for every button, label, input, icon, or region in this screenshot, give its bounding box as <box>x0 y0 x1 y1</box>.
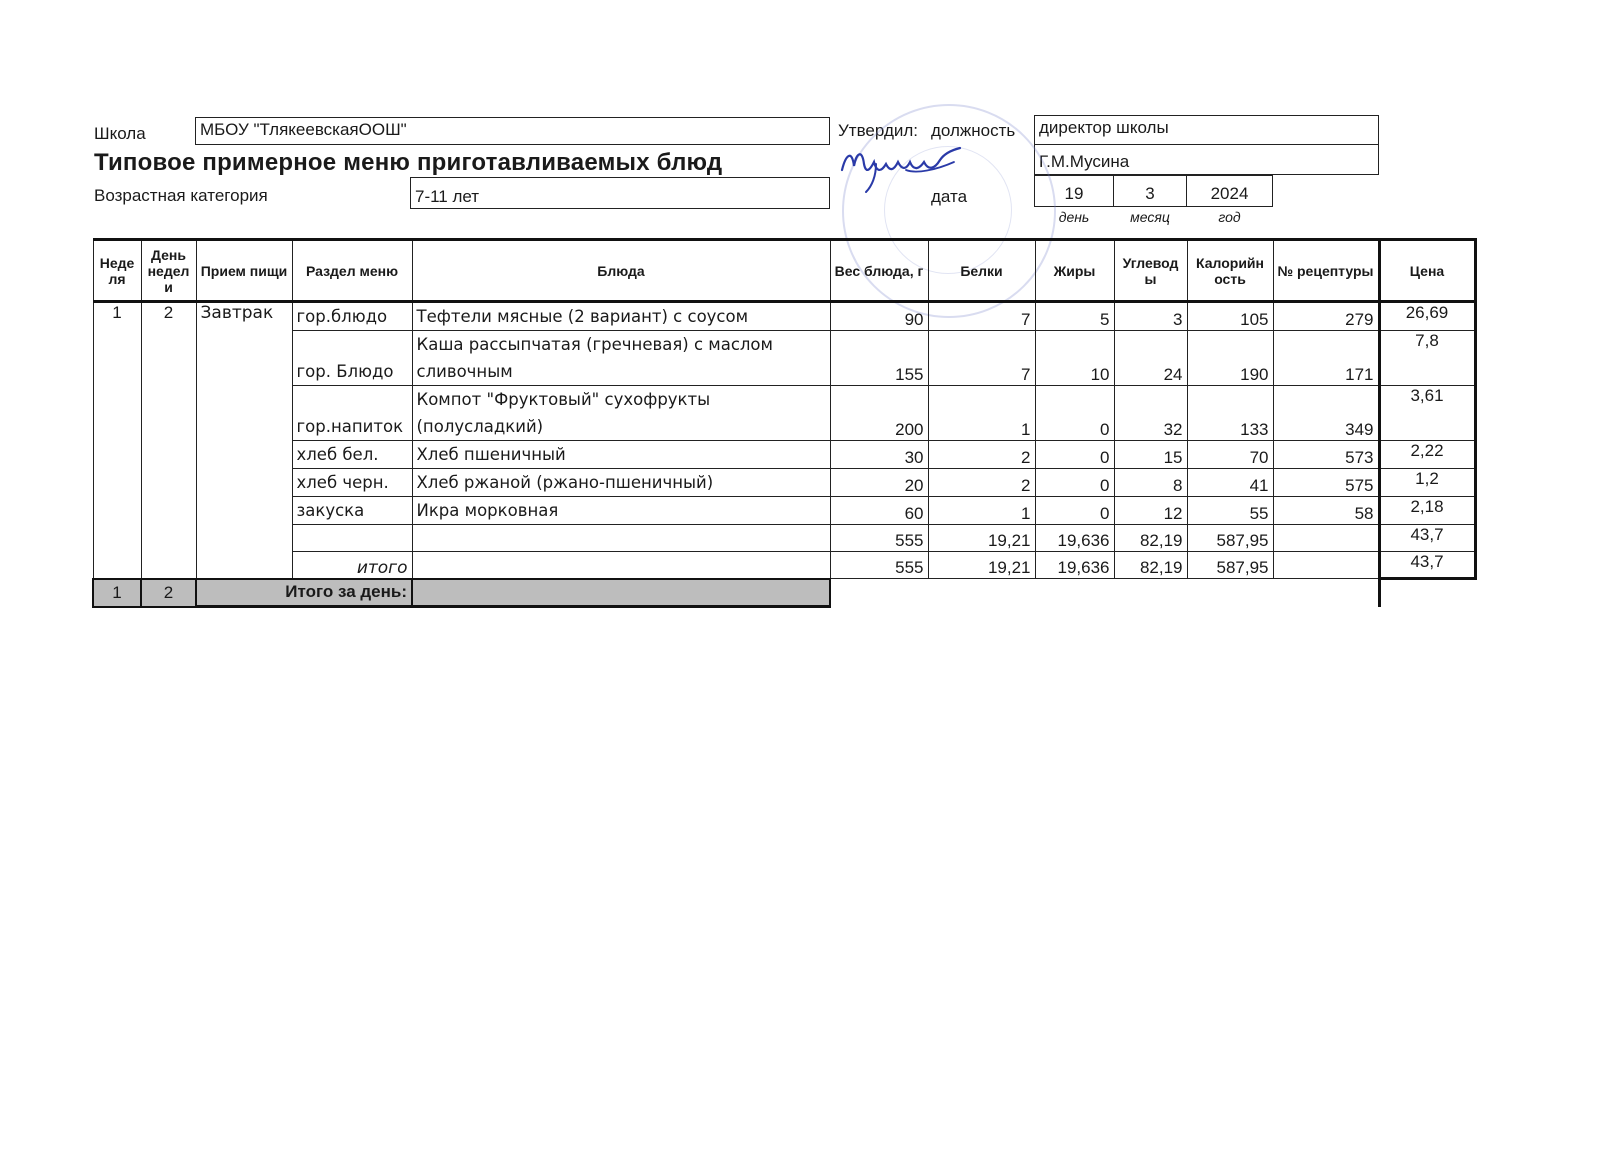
weight-cell: 30 <box>830 441 928 469</box>
price-cell: 7,8 <box>1379 331 1475 386</box>
col-dish-header: Блюда <box>412 240 830 302</box>
total-price: 43,7 <box>1379 552 1475 579</box>
col-weight-header: Вес блюда, г <box>830 240 928 302</box>
price-cell: 3,61 <box>1379 386 1475 441</box>
carbs-cell: 32 <box>1114 386 1187 441</box>
col-recipe-header: № рецептуры <box>1273 240 1379 302</box>
day-total-row <box>93 579 1475 607</box>
dish-cell: Каша рассыпчатая (гречневая) с маслом сливочным <box>412 331 830 386</box>
school-label: Школа <box>94 124 146 143</box>
col-section-header: Раздел меню <box>292 240 412 302</box>
price-cell: 2,18 <box>1379 497 1475 525</box>
recipe-cell: 573 <box>1273 441 1379 469</box>
col-price-header: Цена <box>1379 240 1475 302</box>
table-row <box>93 331 1475 386</box>
table-row <box>93 469 1475 497</box>
price-cell: 2,22 <box>1379 441 1475 469</box>
week-cell: 1 <box>93 302 141 579</box>
total-carbs: 82,19 <box>1114 552 1187 579</box>
subtotal-recipe-cell <box>1273 525 1379 552</box>
day-total-day: 2 <box>141 579 196 607</box>
dish-cell: Икра морковная <box>412 497 830 525</box>
fat-cell: 0 <box>1035 441 1114 469</box>
subtotal-weight: 555 <box>830 525 928 552</box>
day-cell: 2 <box>141 302 196 579</box>
day-total-dish-cell <box>412 579 830 607</box>
fat-cell: 0 <box>1035 497 1114 525</box>
date-year-field[interactable]: 2024 <box>1186 175 1273 207</box>
calories-cell: 41 <box>1187 469 1273 497</box>
section-cell: гор.напиток <box>292 386 412 441</box>
section-cell: хлеб бел. <box>292 441 412 469</box>
carbs-cell: 24 <box>1114 331 1187 386</box>
calories-cell: 70 <box>1187 441 1273 469</box>
approved-label: Утвердил: <box>838 121 919 140</box>
protein-cell: 2 <box>928 441 1035 469</box>
dish-cell: Компот "Фруктовый" сухофрукты (полусладкий) <box>412 386 830 441</box>
date-month-caption: месяц <box>1130 209 1170 225</box>
calories-cell: 190 <box>1187 331 1273 386</box>
subtotal-row <box>93 525 1475 552</box>
col-calories-header: Калорийн ость <box>1187 240 1273 302</box>
date-day-field[interactable]: 19 <box>1034 175 1114 207</box>
section-cell: хлеб черн. <box>292 469 412 497</box>
carbs-cell: 3 <box>1114 302 1187 331</box>
weight-cell: 155 <box>830 331 928 386</box>
table-row <box>93 302 1475 331</box>
day-total-week: 1 <box>93 579 141 607</box>
date-month-field[interactable]: 3 <box>1113 175 1187 207</box>
date-year-caption: год <box>1218 209 1241 225</box>
table-row <box>93 497 1475 525</box>
position-field[interactable]: директор школы <box>1034 115 1379 145</box>
protein-cell: 1 <box>928 386 1035 441</box>
carbs-cell: 8 <box>1114 469 1187 497</box>
protein-cell: 7 <box>928 331 1035 386</box>
age-category-label: Возрастная категория <box>94 186 268 205</box>
table-row <box>93 441 1475 469</box>
dish-cell: Хлеб пшеничный <box>412 441 830 469</box>
total-row <box>93 552 1475 579</box>
recipe-cell: 171 <box>1273 331 1379 386</box>
weight-cell: 60 <box>830 497 928 525</box>
recipe-cell: 58 <box>1273 497 1379 525</box>
col-carbs-header: Углевод ы <box>1114 240 1187 302</box>
school-name-field[interactable]: МБОУ "ТлякеевскаяООШ" <box>195 117 830 145</box>
fat-cell: 5 <box>1035 302 1114 331</box>
protein-cell: 2 <box>928 469 1035 497</box>
recipe-cell: 575 <box>1273 469 1379 497</box>
table-header-row <box>93 240 1475 302</box>
protein-cell: 1 <box>928 497 1035 525</box>
subtotal-carbs: 82,19 <box>1114 525 1187 552</box>
col-protein-header: Белки <box>928 240 1035 302</box>
calories-cell: 105 <box>1187 302 1273 331</box>
total-calories: 587,95 <box>1187 552 1273 579</box>
price-cell: 1,2 <box>1379 469 1475 497</box>
recipe-cell: 349 <box>1273 386 1379 441</box>
col-meal-header: Прием пищи <box>196 240 292 302</box>
calories-cell: 133 <box>1187 386 1273 441</box>
table-row <box>93 386 1475 441</box>
subtotal-dish-cell <box>412 525 830 552</box>
fat-cell: 0 <box>1035 469 1114 497</box>
total-recipe-cell <box>1273 552 1379 579</box>
subtotal-section-cell <box>292 525 412 552</box>
signature-image <box>836 140 966 195</box>
weight-cell: 20 <box>830 469 928 497</box>
subtotal-price: 43,7 <box>1379 525 1475 552</box>
carbs-cell: 15 <box>1114 441 1187 469</box>
col-week-header: Неде ля <box>93 240 141 302</box>
protein-cell: 7 <box>928 302 1035 331</box>
total-label: итого <box>292 552 412 579</box>
total-weight: 555 <box>830 552 928 579</box>
position-label: должность <box>931 121 1016 140</box>
section-cell: гор.блюдо <box>292 302 412 331</box>
total-protein: 19,21 <box>928 552 1035 579</box>
col-fat-header: Жиры <box>1035 240 1114 302</box>
subtotal-protein: 19,21 <box>928 525 1035 552</box>
col-day-header: День недел и <box>141 240 196 302</box>
subtotal-calories: 587,95 <box>1187 525 1273 552</box>
subtotal-fat: 19,636 <box>1035 525 1114 552</box>
carbs-cell: 12 <box>1114 497 1187 525</box>
weight-cell: 200 <box>830 386 928 441</box>
fat-cell: 10 <box>1035 331 1114 386</box>
weight-cell: 90 <box>830 302 928 331</box>
age-category-field[interactable]: 7-11 лет <box>410 177 830 209</box>
director-name-field[interactable]: Г.М.Мусина <box>1034 144 1379 175</box>
dish-cell: Хлеб ржаной (ржано-пшеничный) <box>412 469 830 497</box>
calories-cell: 55 <box>1187 497 1273 525</box>
date-label: дата <box>931 187 968 206</box>
menu-table <box>92 238 1477 608</box>
total-fat: 19,636 <box>1035 552 1114 579</box>
total-dish-cell <box>412 552 830 579</box>
fat-cell: 0 <box>1035 386 1114 441</box>
date-day-caption: день <box>1058 209 1090 225</box>
meal-cell: Завтрак <box>196 302 292 579</box>
recipe-cell: 279 <box>1273 302 1379 331</box>
page-title: Типовое примерное меню приготавливаемых блюд <box>94 149 723 176</box>
price-cell: 26,69 <box>1379 302 1475 331</box>
day-total-label: Итого за день: <box>196 579 412 607</box>
section-cell: закуска <box>292 497 412 525</box>
section-cell: гор. Блюдо <box>292 331 412 386</box>
dish-cell: Тефтели мясные (2 вариант) с соусом <box>412 302 830 331</box>
